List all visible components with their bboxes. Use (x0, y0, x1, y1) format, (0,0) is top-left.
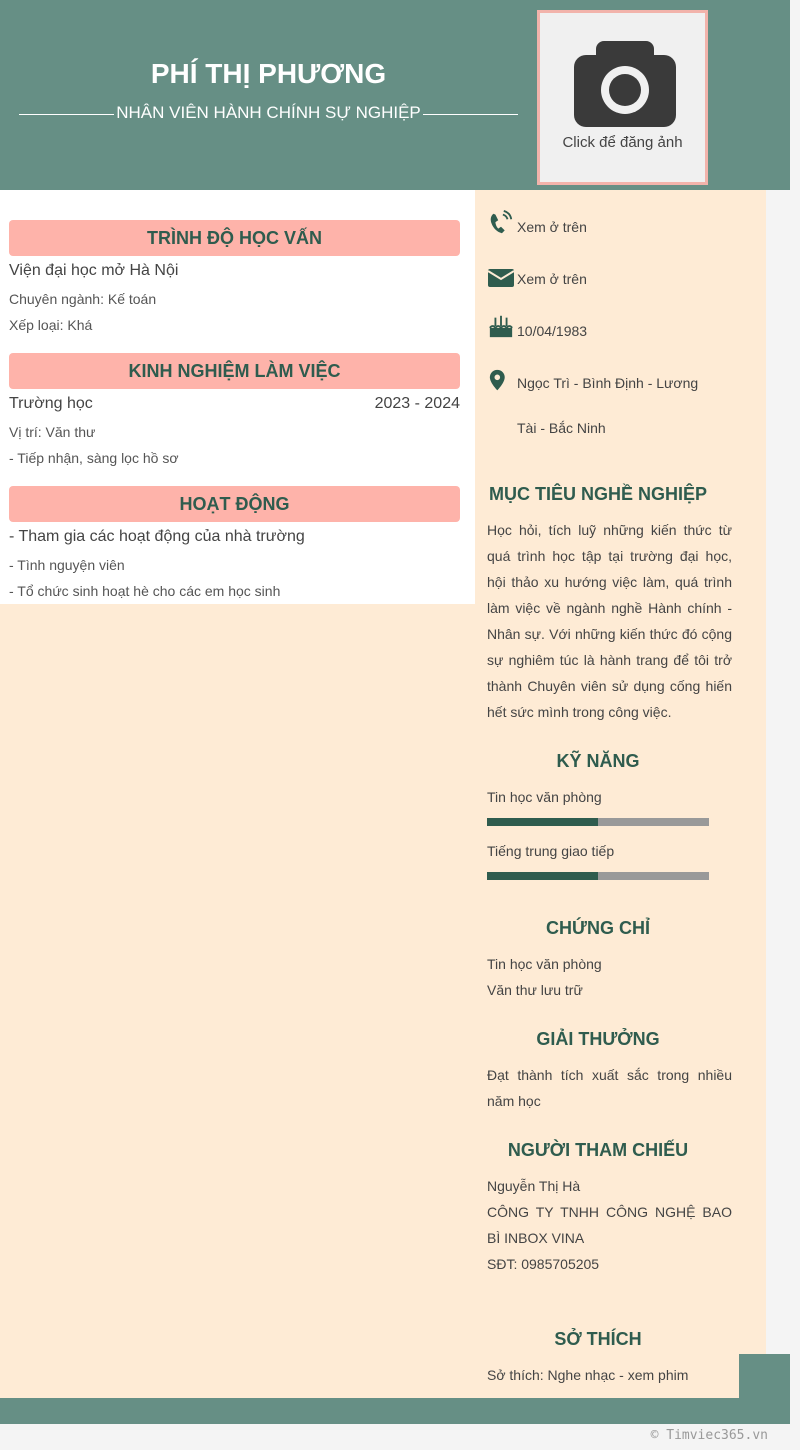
experience-company[interactable]: Trường học (9, 395, 93, 412)
activity-item[interactable]: - Tình nguyện viên (9, 557, 125, 573)
reference-phone[interactable]: SĐT: 0985705205 (487, 1256, 600, 1272)
education-grade[interactable]: Xếp loại: Khá (9, 317, 93, 333)
contact-birthday[interactable]: 10/04/1983 (517, 323, 588, 339)
skills-heading[interactable]: KỸ NĂNG (556, 751, 640, 771)
activities-heading[interactable]: HOẠT ĐỘNG (9, 486, 460, 522)
experience-role[interactable]: Vị trí: Văn thư (9, 424, 96, 440)
skill-bar[interactable] (487, 872, 709, 880)
hobbies-text[interactable]: Sở thích: Nghe nhạc - xem phim (487, 1367, 689, 1383)
activities-main[interactable]: - Tham gia các hoạt động của nhà trường (9, 528, 305, 545)
activity-item[interactable]: - Tổ chức sinh hoạt hè cho các em học sinh (9, 583, 281, 599)
experience-heading[interactable]: KINH NGHIỆM LÀM VIỆC (9, 353, 460, 389)
main-column-empty (0, 604, 475, 1398)
awards-heading[interactable]: GIẢI THƯỞNG (536, 1029, 660, 1049)
camera-lens (609, 74, 641, 106)
hobbies-heading[interactable]: SỞ THÍCH (554, 1329, 642, 1349)
reference-name[interactable]: Nguyễn Thị Hà (487, 1178, 581, 1194)
certificates-heading[interactable]: CHỨNG CHỈ (546, 918, 650, 938)
skill-bar-fill (487, 818, 598, 826)
education-major[interactable]: Chuyên ngành: Kế toán (9, 291, 157, 307)
contact-address-line1[interactable]: Ngọc Trì - Bình Định - Lương (517, 375, 699, 391)
education-school[interactable]: Viện đại học mở Hà Nội (9, 262, 179, 279)
footer-corner (739, 1354, 790, 1398)
skill-bar[interactable] (487, 818, 709, 826)
reference-company[interactable]: CÔNG TY TNHH CÔNG NGHỆ BAO BÌ INBOX VINA (487, 1204, 732, 1246)
skill-name[interactable]: Tiếng trung giao tiếp (487, 843, 615, 859)
cv-footer (0, 1398, 790, 1424)
candidate-name[interactable]: PHÍ THỊ PHƯƠNG (150, 58, 387, 89)
phone-icon (487, 210, 515, 236)
contact-address-line2[interactable]: Tài - Bắc Ninh (517, 420, 606, 436)
envelope-icon (487, 265, 515, 291)
experience-period[interactable]: 2023 - 2024 (374, 395, 460, 412)
birthday-cake-icon (487, 313, 515, 339)
certificate-item[interactable]: Văn thư lưu trữ (487, 982, 583, 998)
objective-text[interactable]: Học hỏi, tích luỹ những kiến thức từ quá trình học tập tại trường đại học, hội thảo xu hướng việc làm, quá trình làm việc về ngành nghề Hành chính - Nhân sự. Với những kiến thức đó cộng sự nghiêm túc là hành trang để tôi trở thành Chuyên viên sử dụng cống hiến hết sức mình trong công việc. (487, 522, 732, 720)
map-pin-icon (487, 368, 515, 394)
footer-credit[interactable]: © Timviec365.vn (650, 1428, 768, 1443)
skill-bar-fill (487, 872, 598, 880)
skill-name[interactable]: Tin học văn phòng (487, 789, 602, 805)
contact-email[interactable]: Xem ở trên (517, 271, 587, 287)
awards-text[interactable]: Đạt thành tích xuất sắc trong nhiều năm học (487, 1067, 732, 1109)
candidate-position[interactable] (19, 103, 518, 123)
candidate-position-text: NHÂN VIÊN HÀNH CHÍNH SỰ NGHIỆP (116, 103, 421, 122)
education-heading[interactable]: TRÌNH ĐỘ HỌC VẤN (9, 220, 460, 256)
photo-upload-label: Click để đăng ảnh (562, 134, 683, 151)
contact-phone[interactable]: Xem ở trên (517, 219, 587, 235)
photo-upload[interactable] (537, 10, 708, 185)
certificate-item[interactable]: Tin học văn phòng (487, 956, 602, 972)
experience-duty[interactable]: - Tiếp nhận, sàng lọc hồ sơ (9, 450, 179, 466)
objective-heading[interactable]: MỤC TIÊU NGHỀ NGHIỆP (488, 484, 707, 504)
references-heading[interactable]: NGƯỜI THAM CHIẾU (507, 1140, 689, 1160)
